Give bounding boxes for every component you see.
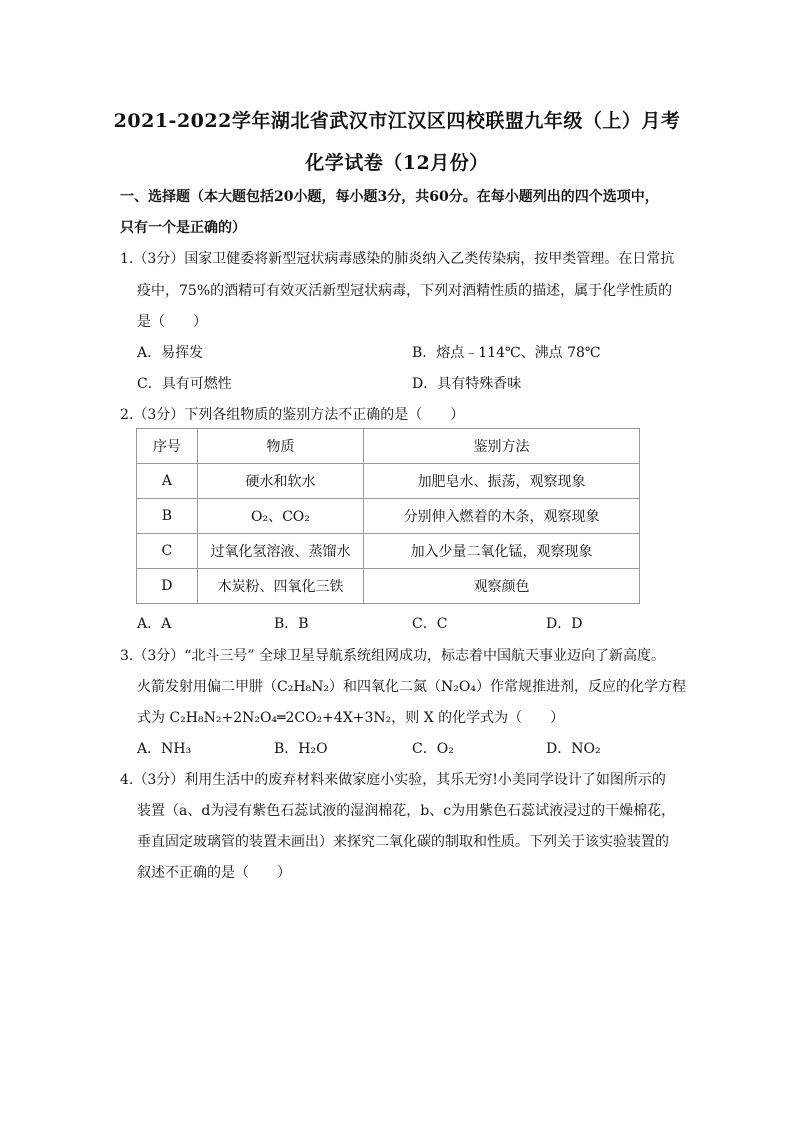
q2-option-b[interactable]: B．B bbox=[274, 616, 309, 632]
q3-stem-line-1: 3.（3分）“北斗三号” 全球卫星导航系统组网成功，标志着中国航天事业迈向了新高度。 bbox=[120, 648, 666, 664]
q3-option-c[interactable]: C．O₂ bbox=[412, 741, 454, 757]
q4-stem-line-2: 装置（a、d为浸有紫色石蕊试液的湿润棉花，b、c为用紫色石蕊试液浸过的干燥棉花， bbox=[137, 803, 676, 819]
table-cell: 过氧化氢溶液、蒸馏水 bbox=[197, 534, 363, 569]
q1-stem-line-3: 是（ ） bbox=[137, 314, 207, 330]
table-row bbox=[137, 499, 640, 534]
q1-option-d[interactable]: D．具有特殊香味 bbox=[412, 376, 522, 392]
q3-stem-line-2: 火箭发射用偏二甲肼（C₂H₈N₂）和四氧化二氮（N₂O₄）作常规推进剂，反应的化学方程 bbox=[137, 679, 686, 695]
table-row bbox=[137, 569, 640, 604]
table-header-cell: 物质 bbox=[197, 429, 363, 464]
q3-option-a[interactable]: A．NH₃ bbox=[137, 741, 192, 757]
q3-stem-line-3: 式为 C₂H₈N₂+2N₂O₄═2CO₂+4X+3N₂，则 X 的化学式为（ ） bbox=[137, 710, 565, 726]
q4-stem-line-1: 4.（3分）利用生活中的废弃材料来做家庭小实验，其乐无穷!小美同学设计了如图所示的 bbox=[120, 772, 666, 788]
table-cell: O₂、CO₂ bbox=[197, 499, 363, 534]
q2-table bbox=[136, 428, 640, 604]
table-cell: 分别伸入燃着的木条，观察现象 bbox=[364, 499, 640, 534]
table-cell: 硬水和软水 bbox=[197, 464, 363, 499]
q1-option-c[interactable]: C．具有可燃性 bbox=[137, 376, 232, 392]
q2-option-c[interactable]: C．C bbox=[412, 616, 448, 632]
table-cell: 加入少量二氧化锰，观察现象 bbox=[364, 534, 640, 569]
section-heading-line-1: 一、选择题（本大题包括20小题，每小题3分，共60分。在每小题列出的四个选项中， bbox=[120, 189, 659, 205]
table-cell: 观察颜色 bbox=[364, 569, 640, 604]
q1-stem-line-2: 疫中，75%的酒精可有效灭活新型冠状病毒，下列对酒精性质的描述，属于化学性质的 bbox=[137, 283, 673, 299]
table-cell: 木炭粉、四氧化三铁 bbox=[197, 569, 363, 604]
q3-option-d[interactable]: D．NO₂ bbox=[546, 741, 601, 757]
table-header-cell: 鉴别方法 bbox=[364, 429, 640, 464]
q2-stem: 2.（3分）下列各组物质的鉴别方法不正确的是（ ） bbox=[120, 407, 465, 423]
table-header-cell: 序号 bbox=[137, 429, 198, 464]
table-cell: 加肥皂水、振荡，观察现象 bbox=[364, 464, 640, 499]
table-cell: D bbox=[137, 569, 198, 604]
table-cell: C bbox=[137, 534, 198, 569]
q2-option-a[interactable]: A．A bbox=[137, 616, 172, 632]
q4-stem-line-4: 叙述不正确的是（ ） bbox=[137, 865, 291, 881]
q3-option-b[interactable]: B．H₂O bbox=[274, 741, 328, 757]
table-cell: A bbox=[137, 464, 198, 499]
table-row bbox=[137, 464, 640, 499]
q1-stem-line-1: 1.（3分）国家卫健委将新型冠状病毒感染的肺炎纳入乙类传染病，按甲类管理。在日常抗 bbox=[120, 251, 675, 267]
q2-option-d[interactable]: D．D bbox=[546, 616, 583, 632]
section-heading-line-2: 只有一个是正确的） bbox=[120, 220, 246, 236]
exam-title-line-2: 化学试卷（12月份） bbox=[305, 152, 489, 174]
q1-option-a[interactable]: A．易挥发 bbox=[137, 345, 204, 361]
table-header-row bbox=[137, 429, 640, 464]
table-cell: B bbox=[137, 499, 198, 534]
table-row bbox=[137, 534, 640, 569]
q4-stem-line-3: 垂直固定玻璃管的装置未画出）来探究二氧化碳的制取和性质。下列关于该实验装置的 bbox=[137, 834, 669, 850]
q1-option-b[interactable]: B．熔点﹣114℃、沸点 78℃ bbox=[412, 345, 601, 361]
exam-title-line-1: 2021-2022学年湖北省武汉市江汉区四校联盟九年级（上）月考 bbox=[113, 110, 681, 132]
